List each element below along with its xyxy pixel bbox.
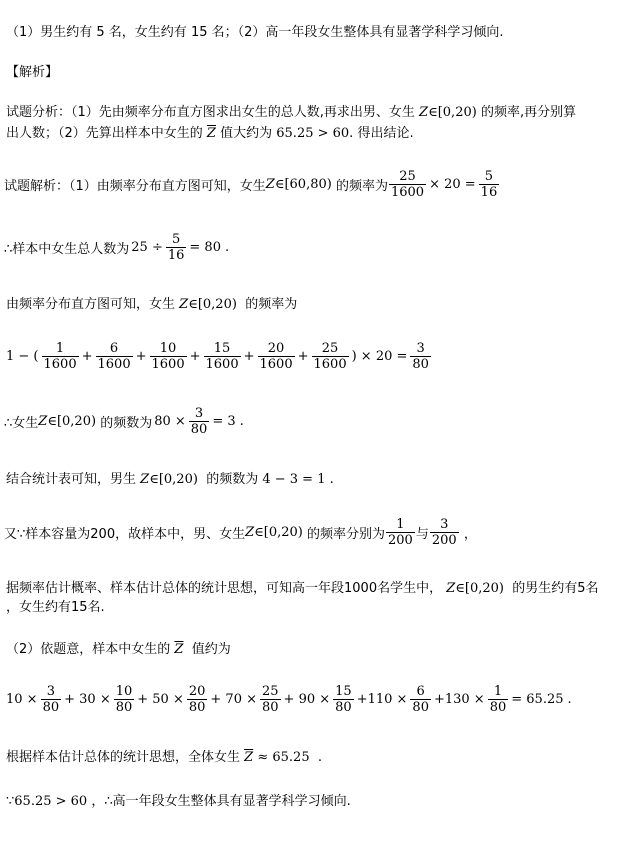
analysis-line-1 [6,104,576,122]
fraction: $\frac{3}{200}$ [431,517,457,548]
fraction: $\frac{1}{1600}$ [43,341,77,372]
solution-line-8 [6,580,599,598]
math-z-bar: $\overline{Z}$ [244,750,254,765]
math-in: ∈ [47,414,57,429]
fraction: $\frac{1}{200}$ [388,517,413,548]
solution-text: 的频率分别为 [307,527,386,542]
fraction: $\frac{6}{1600}$ [97,341,131,372]
solution-text: 的频率为 [245,297,298,312]
math-z: Z [179,297,189,312]
analysis-text: 试题分析：（1）先由频率分布直方图求出女生的总人数,再求出男、女生 [6,105,415,120]
math-interval: [0,20) [56,414,97,429]
fraction: $\frac{25}{1600}$ [390,169,425,200]
fraction: $\frac{20}{80}$ [188,684,206,715]
math-interval: [0,20) [158,472,198,487]
solution-text: 的频率为 [335,179,388,194]
solution-line-2 [4,232,231,263]
math-in: ∈ [149,472,159,487]
solution-line-3 [6,296,297,314]
math-expr: . [567,692,572,707]
math-interval: [0,20) [263,525,303,540]
math-expr: . [317,750,322,765]
solution-text: 试题解析：（1）由频率分布直方图可知，女生 [4,179,266,194]
math-expr: . [239,414,244,429]
solution-line-12 [6,749,322,767]
solution-text: 与 [415,527,429,542]
math-interval: [0,20) [197,297,237,312]
math-expr: = 80 [189,240,221,255]
solution-text: 据频率估计概率、样本估计总体的统计思想，可知高一年段1000名学生中， [6,581,443,596]
math-z: Z [38,414,48,429]
solution-line-7: 又∵样本容量为200，故样本中，男、女生 Z ∈ [0,20) 的频率分别为 $\frac{1}{200}$ 与 $\frac{3}{200}$ ， [4,517,477,548]
answer-text: （1）男生约有 5 名，女生约有 15 名；（2）高一年段女生整体具有显著学科学习倾向. [6,25,504,40]
math-expr: 4 − 3 = 1 [262,472,326,487]
fraction: $\frac{25}{1600}$ [313,341,347,372]
section-header-text: 【解析】 [6,65,59,80]
section-header [6,64,58,82]
analysis-text: 值大约为 [220,126,273,141]
math-expr: 1 − ( [6,349,39,364]
analysis-text: 得出结论. [357,126,414,141]
answer-line [6,24,504,42]
math-z: Z [245,525,255,540]
solution-text: 又∵样本容量为200，故样本中，男、女生 [4,527,246,542]
fraction: $\frac{1}{80}$ [489,684,507,715]
math-expr: . [224,240,230,255]
solution-text: ∴女生 [4,416,39,431]
math-expr: . [329,472,334,487]
analysis-text: 的频率,再分别算 [480,105,577,120]
fraction: $\frac{3}{80}$ [190,406,208,437]
analysis-text: 出人数；（2）先算出样本中女生的 [6,126,203,141]
fraction: $\frac{10}{80}$ [115,684,133,715]
solution-text: ∴样本中女生总人数为 [4,242,130,257]
math-in: ∈ [428,105,438,120]
math-z: Z [140,472,150,487]
fraction: $\frac{6}{80}$ [412,684,429,715]
solution-text: 结合统计表可知，男生 [6,472,137,487]
solution-text: ，女生约有15名. [6,600,105,615]
math-interval: [60,80) [284,177,332,192]
fraction: $\frac{3}{80}$ [42,684,60,715]
math-z: Z [419,105,429,120]
math-interval: [0,20) [464,581,504,596]
solution-line-1 [4,169,500,200]
solution-text: 的频数为 [206,472,259,487]
math-inequality: 65.25 > 60. [276,126,354,141]
math-in: ∈ [254,525,264,540]
math-interval: [0,20) [437,105,477,120]
math-expr: 25 ÷ [131,240,163,255]
math-in: ∈ [455,581,465,596]
math-expr: ≈ 65.25 [257,750,310,765]
fraction: $\frac{3}{80}$ [412,341,429,372]
solution-line-6 [6,471,334,489]
fraction: $\frac{10}{1600}$ [151,341,185,372]
math-expr: × 20 = [429,177,476,192]
solution-text: 由频率分布直方图可知，女生 [6,297,176,312]
analysis-line-2 [6,125,414,143]
solution-text: 值约为 [191,642,231,657]
fraction: $\frac{5}{16}$ [480,169,498,200]
solution-text: 的频数为 [100,416,153,431]
math-expr: ) × 20 = [351,349,408,364]
fraction: $\frac{15}{1600}$ [205,341,239,372]
fraction: $\frac{20}{1600}$ [259,341,293,372]
math-expr: = 65.25 [511,692,564,707]
solution-line-11: 10 × $\frac{3}{80}$ + 30 × $\frac{10}{80}$ + 50 × $\frac{20}{80}$ + 70 × $\frac{25}{80}$ + 90 × $\frac{15}{80}$ +110 × $\frac{6}{80}$ +130 × $\frac{1}{80}$ = 65.25 . [6,684,572,715]
fraction: $\frac{5}{16}$ [167,232,185,263]
math-z: Z [446,581,456,596]
solution-text: 根据样本估计总体的统计思想，全体女生 [6,750,241,765]
math-z-bar: $\overline{Z}$ [174,642,184,657]
solution-line-10 [6,641,231,659]
solution-line-13 [6,793,351,811]
math-in: ∈ [188,297,198,312]
solution-text: 的男生约有5名 [512,581,599,596]
solution-line-5 [4,406,246,437]
solution-line-4: 1 − ( $\frac{1}{1600}$ + $\frac{6}{1600}$ + $\frac{10}{1600}$ + $\frac{15}{1600}$ + $\frac{20}{1600}$ + $\frac{25}{1600}$ ) × 20 = $\frac{3}{80}$ [6,341,429,372]
math-inequality: ∵65.25 > 60 [6,794,88,809]
math-expr: = 3 [212,414,236,429]
fraction: $\frac{15}{80}$ [335,684,352,715]
solution-line-9 [6,599,105,617]
solution-text: ，∴高一年段女生整体具有显著学科学习倾向. [91,794,351,809]
solution-text: （2）依题意，样本中女生的 [6,642,171,657]
math-expr: 80 × [154,414,186,429]
math-z-bar: $\overline{Z}$ [206,126,216,141]
fraction: $\frac{25}{80}$ [262,684,279,715]
math-in: ∈ [274,177,285,192]
math-z: Z [265,177,275,192]
